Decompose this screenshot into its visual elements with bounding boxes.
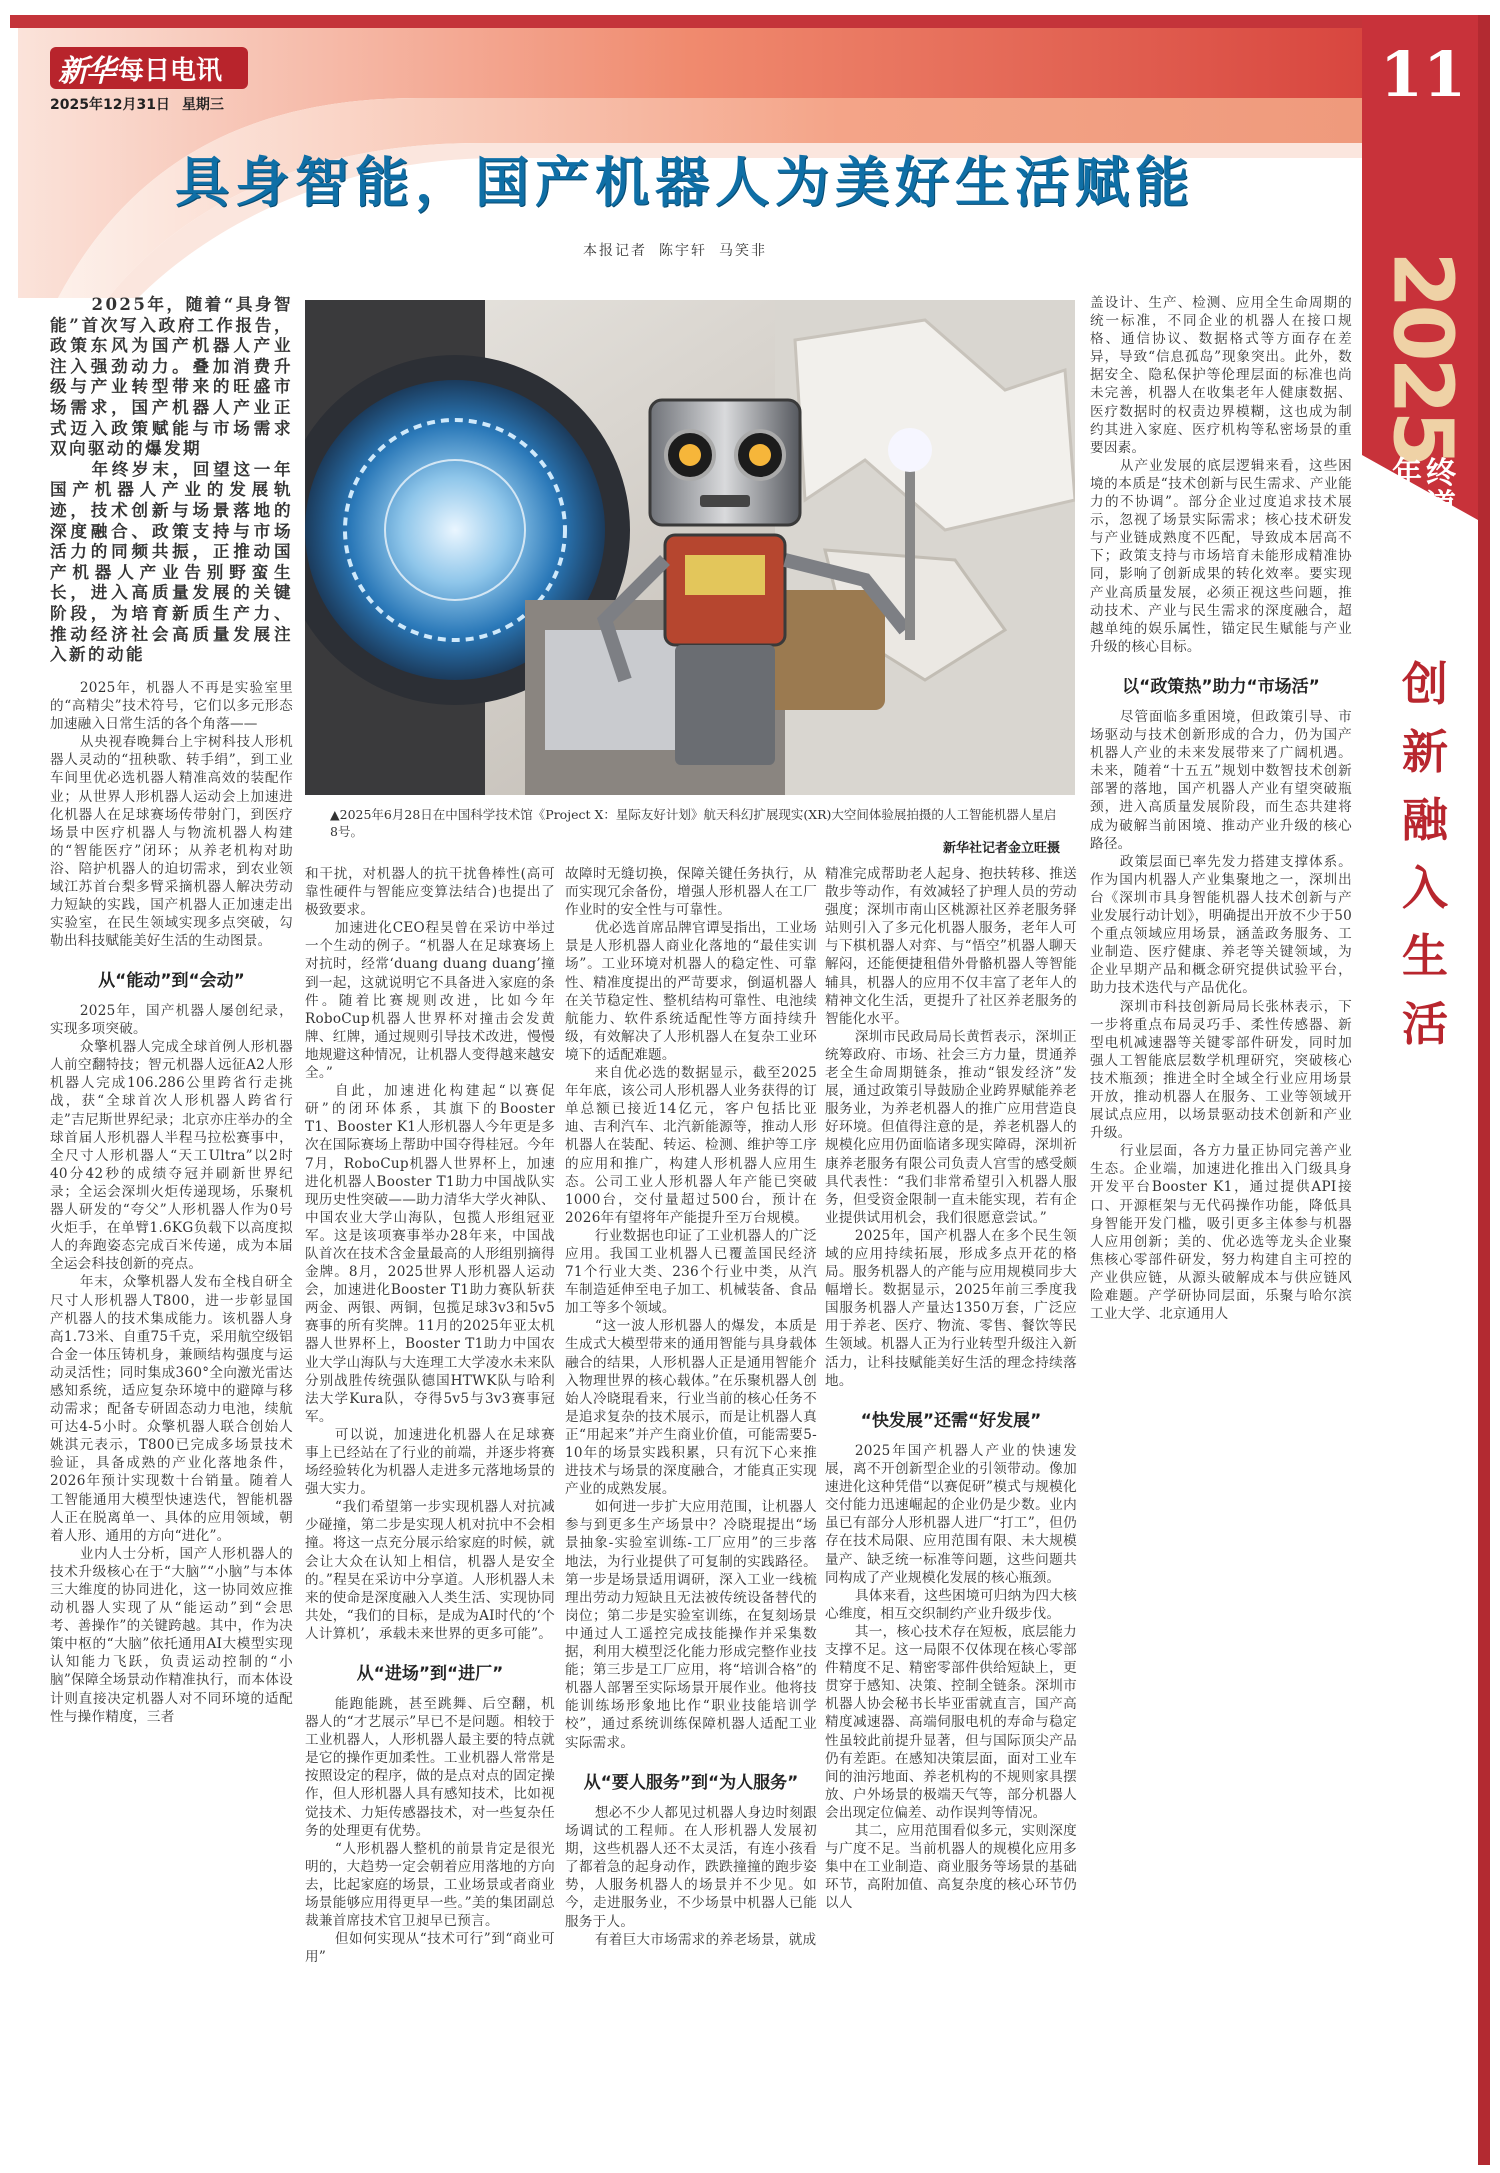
article-text-block [565, 865, 817, 1752]
section-subheading: 从“要人服务”到“为人服务” [583, 1773, 799, 1793]
intro-paragraph: 年终岁末，回望这一年国产机器人产业的发展轨迹，技术创新与场景落地的深度融合、政策支持与市场活力的同频共振，正推动国产机器人产业告别野蛮生长，进入高质量发展的关键阶段，为培育新质生产力、推动经济社会高质量发展注入新的动能 [50, 458, 293, 665]
article-paragraph: 行业层面，各方力量正协同完善产业生态。企业端，加速进化推出入门级具身开发平台Booster K1，通过提供API接口、开源框架与无代码操作功能，降低具身智能开发门槛，吸引更多主体参与机器人应用创新；美的、优必选等龙头企业聚焦核心零部件研发，努力构建自主可控的产业供应链，从源头破解成本与供应链风险难题。产学研协同层面，乐聚与哈尔滨工业大学、北京通用人 [1090, 1143, 1352, 1323]
article-paragraph: 有着巨大市场需求的养老场景，就成 [594, 1931, 817, 1948]
article-paragraph: 深圳市民政局局长黄哲表示，深圳正统筹政府、市场、社会三方力量，贯通养老全生命周期链条，推动“银发经济”发展，通过政策引导鼓励企业跨界赋能养老服务业，为养老机器人的推广应用营造良好环境。但值得注意的是，养老机器人的规模化应用仍面临诸多现实障碍，深圳祈康养老服务有限公司负责人宫雪的感受颇具代表性：“我们非常希望引入机器人服务，但受资金限制一直未能实现，若有企业提供试用机会，我们很愿意尝试。” [825, 1028, 1077, 1226]
article-paragraph: 精准完成帮助老人起身、抱扶转移、推送散步等动作，有效减轻了护理人员的劳动强度；深圳市南山区桃源社区养老服务驿站则引入了多元化机器人服务，老年人可与下棋机器人对弈、与“悟空”机器人聊天解闷，还能便捷租借外骨骼机器人等智能辅具，机器人的应用不仅丰富了老年人的精神文化生活，更提升了社区养老服务的智能化水平。 [825, 866, 1077, 1027]
article-paragraph: 但如何实现从“技术可行”到“商业可用” [305, 1931, 555, 1966]
issue-date: 2025年12月31日 [50, 97, 170, 113]
photo-credit: 新华社记者金立旺摄 [942, 841, 1060, 856]
photo-caption [330, 806, 1060, 857]
article-paragraph: “这一波人形机器人的爆发，本质是生成式大模型带来的通用智能与具身载体融合的结果，人形机器人正是通用智能介入物理世界的核心载体。”在乐聚机器人创始人冷晓琨看来，行业当前的核心任务不是追求复杂的技术展示，而是让机器人真正“用起来”并产生商业价值，可能需要5-10年的场景实践积累，只有沉下心来推进技术与场景的深度融合，才能真正实现产业的成熟发展。 [565, 1318, 817, 1498]
band-theme: 创新融入生活 [1402, 657, 1448, 1051]
article-text-block [825, 865, 1077, 1390]
caption-text: ▲2025年6月28日在中国科学技术馆《Project X：星际友好计划》航天科幻扩展现实(XR)大空间体验展拍摄的人工智能机器人星启8号。 [330, 807, 1057, 839]
article-paragraph: 其一，核心技术存在短板，底层能力支撑不足。这一局限不仅体现在核心零部件精度不足、精密零部件供给短缺上，更贯穿于感知、决策、控制全链条。深圳市机器人协会秘书长毕亚雷就直言，国产高精度减速器、高端伺服电机的寿命与稳定性虽较此前提升显著，但与国际顶尖产品仍有差距。在感知决策层面，面对工业车间的油污地面、养老机构的不规则家具摆放、户外场景的极端天气等，部分机器人会出现定位偏差、动作误判等情况。 [825, 1623, 1077, 1821]
section-subheading: “快发展”还需“好发展” [860, 1411, 1042, 1431]
article-paragraph: 政策层面已率先发力搭建支撑体系。作为国内机器人产业集聚地之一，深圳出台《深圳市具身智能机器人技术创新与产业发展行动计划》，明确提出开放不少于50个重点领域应用场景，涵盖政务服务、工业制造、医疗健康、养老等关键领域，为企业早期产品和概念研究提供试验平台，助力技术迭代与产品优化。 [1090, 853, 1352, 997]
robot-illustration [305, 300, 1075, 795]
article-text-block [1090, 294, 1352, 656]
intro-summary [50, 294, 293, 665]
article-paragraph: 具体来看，这些困境可归纳为四大核心维度，相互交织制约产业升级步伐。 [825, 1587, 1077, 1622]
logo-script: 新华 [58, 54, 114, 89]
logo-text: 每日电讯 [118, 55, 223, 86]
article-text-block [50, 1002, 293, 1726]
article-paragraph: 尽管面临多重困境，但政策引导、市场驱动与技术创新形成的合力，仍为国产机器人产业的未来发展带来了广阔机遇。未来，随着“十五五”规划中数智技术创新部署的落地，国产机器人产业有望突破瓶颈，进入高质量发展阶段，而生态共建将成为破解当前困境、推动产业升级的核心路径。 [1090, 709, 1352, 852]
side-band-strip [1478, 15, 1490, 2165]
article-paragraph: 自此，加速进化构建起“以赛促研”的闭环体系，其旗下的Booster T1、Booster K1人形机器人今年更是多次在国际赛场上帮助中国夺得桂冠。今年7月，RoboCup机器人世界杯上，加速进化机器人Booster T1助力中国战队实现历史性突破——助力清华大学火神队、中国农业大学山海队，包揽人形组冠亚军。这是该项赛事举办28年来，中国战队首次在技术含金量最高的人形组别摘得金牌。8月，2025世界人形机器人运动会，加速进化Booster T1助力赛队斩获两金、两银、两铜，包揽足球3v3和5v5赛事的所有奖牌。11月的2025年亚太机器人世界杯上，Booster T1助力中国农业大学山海队与大连理工大学凌水未来队分别战胜传统强队德国HTWK队与哈利法大学Kura队，夺得5v5与3v3赛事冠军。 [305, 1083, 555, 1425]
byline-author: 陈宇轩 [659, 243, 707, 259]
article-paragraph: 和干扰，对机器人的抗干扰鲁棒性(高可靠性硬件与智能应变算法结合)也提出了极致要求。 [305, 866, 555, 919]
article-paragraph: “我们希望第一步实现机器人对抗减少碰撞，第二步是实现人机对抗中不会相撞。将这一点充分展示给家庭的时候，就会让大众在认知上相信，机器人是安全的。”程昊在采访中分享道。人形机器人未来的使命是深度融入人类生活、实现协同共处，“我们的目标，是成为AI时代的‘个人计算机’，承载未来世界的更多可能”。 [305, 1499, 555, 1642]
article-paragraph: 深圳市科技创新局局长张林表示，下一步将重点布局灵巧手、柔性传感器、新型电机减速器等关键零部件研发，同时加强人工智能底层数学机理研究，突破核心技术瓶颈；推进全时全域全行业应用场景开放，推动机器人在服务、工业等领域开展试点应用，以场景驱动技术创新和产业升级。 [1090, 998, 1352, 1142]
dateline [50, 94, 236, 114]
band-year: 2025 [1374, 250, 1470, 464]
article-paragraph: 如何进一步扩大应用范围，让机器人参与到更多生产场景中？冷晓琨提出“场景抽象-实验室训练-工厂应用”的三步落地法，为行业提供了可复制的实践路径。第一步是场景适用调研，深入工业一线梳理出劳动力短缺且无法被传统设备替代的岗位；第二步是实验室训练，在复刻场景中通过人工遥控完成技能操作并采集数据，利用大模型泛化能力形成完整作业技能；第三步是工厂应用，将“培训合格”的机器人部署至实际场景开展作业。他将技能训练场形象地比作“职业技能培训学校”，通过系统训练保障机器人适配工业实际需求。 [565, 1499, 817, 1751]
article-paragraph: 2025年国产机器人产业的快速发展，离不开创新型企业的引领带动。像加速进化这种凭借“以赛促研”模式与规模化交付能力迅速崛起的企业仍是少数。业内虽已有部分人形机器人进厂“打工”，但仍存在技术局限、应用范围有限、未大规模量产、缺乏统一标准等问题，这些问题共同构成了产业规模化发展的核心瓶颈。 [825, 1443, 1077, 1586]
article-paragraph: 其二，应用范围看似多元，实则深度与广度不足。当前机器人的规模化应用多集中在工业制造、商业服务等场景的基础环节，高附加值、高复杂度的核心环节仍以人 [825, 1822, 1077, 1912]
byline-author: 马笑非 [719, 243, 767, 259]
article-text-block [305, 865, 555, 1643]
article-paragraph: 年末，众擎机器人发布全栈自研全尺寸人形机器人T800，进一步彰显国产机器人的技术集成能力。该机器人身高1.73米、自重75千克，采用航空级铝合金一体压铸机身，兼顾结构强度与运动灵活性；同时集成360°全向激光雷达感知系统，适应复杂环境中的避障与移动需求；配备专研固态动力电池，续航可达4-5小时。众擎机器人联合创始人姚淇元表示，T800已完成多场景技术验证，具备成熟的产业化落地条件，2026年预计实现数十台销量。随着人工智能通用大模型快速迭代，智能机器人正在脱离单一、具体的应用领域，朝着人形、通用的方向“进化”。 [50, 1274, 293, 1544]
article-paragraph: 故障时无缝切换，保障关键任务执行，从而实现冗余备份，增强人形机器人在工厂作业时的安全性与可靠性。 [565, 866, 817, 919]
band-label: 年终报道 [1392, 456, 1460, 523]
article-paragraph: 从产业发展的底层逻辑来看，这些困境的本质是“技术创新与民生需求、产业能力的不协调”。部分企业过度追求技术展示，忽视了场景实际需求；核心技术研发与产业链成熟度不匹配，导致成本居高不下；政策支持与市场培育未能形成精准协同，影响了创新成果的转化效率。要实现产业高质量发展，必须正视这些问题，推动技术、产业与民生需求的深度融合，超越单纯的娱乐属性，锚定民生赋能与产业升级的核心目标。 [1090, 457, 1352, 655]
article-paragraph: 想必不少人都见过机器人身边时刻跟场调试的工程师。在人形机器人发展初期，这些机器人还不太灵活，有连小孩看了都着急的起身动作，跌跌撞撞的跑步姿势，人服务机器人的场景并不少见。如今，走进服务业，不少场景中机器人已能服务于人。 [565, 1805, 817, 1930]
article-paragraph: 2025年，机器人不再是实验室里的“高精尖”技术符号，它们以多元形态加速融入日常生活的各个角落—— [50, 680, 293, 733]
article-text-block [565, 1804, 817, 1949]
page-number: 11 [1379, 38, 1467, 111]
article-text-block [50, 679, 293, 950]
article-paragraph: 优必选首席品牌官谭旻指出，工业场景是人形机器人商业化落地的“最佳实训场”。工业环境对机器人的稳定性、可靠性、精准度提出的严苛要求，倒逼机器人在关节稳定性、整机结构可靠性、电池续航能力、软件系统适配性等方面持续升级，有效解决了人形机器人在复杂工业环境下的适配难题。 [565, 920, 817, 1063]
article-paragraph: 2025年，国产机器人在多个民生领域的应用持续拓展，形成多点开花的格局。服务机器人的产能与应用规模同步大幅增长。数据显示，2025年前三季度我国服务机器人产量达1350万套，广泛应用于养老、医疗、物流、零售、餐饮等民生领域。机器人正为行业转型升级注入新活力，让科技赋能美好生活的理念持续落地。 [825, 1227, 1077, 1389]
article-paragraph: 来自优必选的数据显示，截至2025年年底，该公司人形机器人业务获得的订单总额已接近14亿元，客户包括比亚迪、吉利汽车、北汽新能源等，推动人形机器人在装配、转运、检测、维护等工序的应用和推广，构建人形机器人应用生态。公司工业人形机器人年产能已突破1000台，交付量超过500台，预计在2026年有望将年产能提升至万台规模。 [565, 1065, 817, 1226]
article-paragraph: 业内人士分析，国产人形机器人的技术升级核心在于“大脑”“小脑”与本体三大维度的协同进化，这一协同效应推动机器人实现了从“能运动”到“会思考、善操作”的关键跨越。其中，作为决策中枢的“大脑”依托通用AI大模型实现认知能力飞跃，负责运动控制的“小脑”保障全场景动作精准执行，而本体设计则直接决定机器人对不同环境的适配性与操作精度，三者 [50, 1545, 293, 1725]
article-paragraph: 2025年，国产机器人屡创纪录，实现多项突破。 [50, 1003, 293, 1038]
article-paragraph: 能跑能跳，甚至跳舞、后空翻，机器人的“才艺展示”早已不是问题。相较于工业机器人，人形机器人最主要的特点就是它的操作更加柔性。工业机器人常常是按照设定的程序，做的是点对点的固定操作，但人形机器人具有感知技术，比如视觉技术、力矩传感器技术，对一些复杂任务的处理更有优势。 [305, 1696, 555, 1839]
article-paragraph: 行业数据也印证了工业机器人的广泛应用。我国工业机器人已覆盖国民经济71个行业大类、236个行业中类，从汽车制造延伸至电子加工、机械装备、食品加工等多个领域。 [565, 1227, 817, 1317]
section-subheading: 以“政策热”助力“市场活” [1122, 677, 1320, 697]
section-subheading: 从“能动”到“会动” [98, 971, 245, 991]
byline [500, 240, 850, 260]
article-paragraph: 加速进化CEO程昊曾在采访中举过一个生动的例子。“机器人在足球赛场上对抗时，经常‘duang duang duang’撞到一起，这就说明它不具备进入家庭的条件。随着比赛规则改进，比如今年RoboCup机器人世界杯对撞击会发黄牌、红牌，通过规则引导技术改进，慢慢地规避这种情况，让机器人变得越来越安全。” [305, 920, 555, 1082]
article-paragraph: 众擎机器人完成全球首例人形机器人前空翻特技；智元机器人远征A2人形机器人完成106.286公里跨省行走挑战，获“全球首次人形机器人跨省行走”吉尼斯世界纪录；北京亦庄举办的全球首届人形机器人半程马拉松赛事中，全尺寸人形机器人“天工Ultra”以2时40分42秒的成绩夺冠并刷新世界纪录；全运会深圳火炬传递现场，乐聚机器人研发的“夸父”人形机器人作为0号火炬手，在单臂1.6KG负载下以高度拟人的奔跑姿态完成百米传递，成为本届全运会科技创新的亮点。 [50, 1039, 293, 1273]
article-paragraph: 从央视春晚舞台上宇树科技人形机器人灵动的“扭秧歌、转手绢”，到工业车间里优必选机器人精准高效的装配作业；从世界人形机器人运动会上加速进化机器人在足球赛场传带射门，到医疗场景中医疗机器人与物流机器人构建的“智能医疗”闭环；从养老机构对助浴、陪护机器人的迫切需求，到农业领域江苏首台梨多臂采摘机器人解决劳动力短缺的实践，国产机器人正加速走出实验室，在民生领域实现多点突破，勾勒出科技赋能美好生活的生动图景。 [50, 734, 293, 950]
newspaper-logo [50, 47, 248, 89]
issue-weekday: 星期三 [181, 97, 224, 113]
section-subheading: 从“进场”到“进厂” [356, 1664, 504, 1684]
top-border [10, 15, 1490, 28]
robot-photo [305, 300, 1075, 795]
article-paragraph: 可以说，加速进化机器人在足球赛事上已经站在了行业的前端，并逐步将赛场经验转化为机器人走进多元落地场景的强大实力。 [305, 1426, 555, 1498]
byline-label: 本报记者 [583, 243, 647, 259]
article-text-block [305, 1695, 555, 1966]
article-paragraph: 盖设计、生产、检测、应用全生命周期的统一标准，不同企业的机器人在接口规格、通信协议、数据格式等方面存在差异，导致“信息孤岛”现象突出。此外，数据安全、隐私保护等伦理层面的标准也尚未完善，机器人在收集老年人健康数据、医疗数据时的权责边界模糊，这也成为制约其进入家庭、医疗机构等私密场景的重要因素。 [1090, 295, 1352, 456]
article-text-block [1090, 708, 1352, 1323]
article-text-block [825, 1442, 1077, 1912]
headline: 具身智能，国产机器人为美好生活赋能 [175, 151, 1195, 214]
intro-paragraph: 2025年，随着“具身智能”首次写入政府工作报告，政策东风为国产机器人产业注入强劲动力。叠加消费升级与产业转型带来的旺盛市场需求，国产机器人产业正式迈入政策赋能与市场需求双向驱动的爆发期 [50, 294, 293, 459]
article-paragraph: “人形机器人整机的前景肯定是很光明的，大趋势一定会朝着应用落地的方向去，比起家庭的场景，工业场景或者商业场景能够应用得更早一些。”美的集团副总裁兼首席技术官卫昶早已预言。 [305, 1840, 555, 1930]
